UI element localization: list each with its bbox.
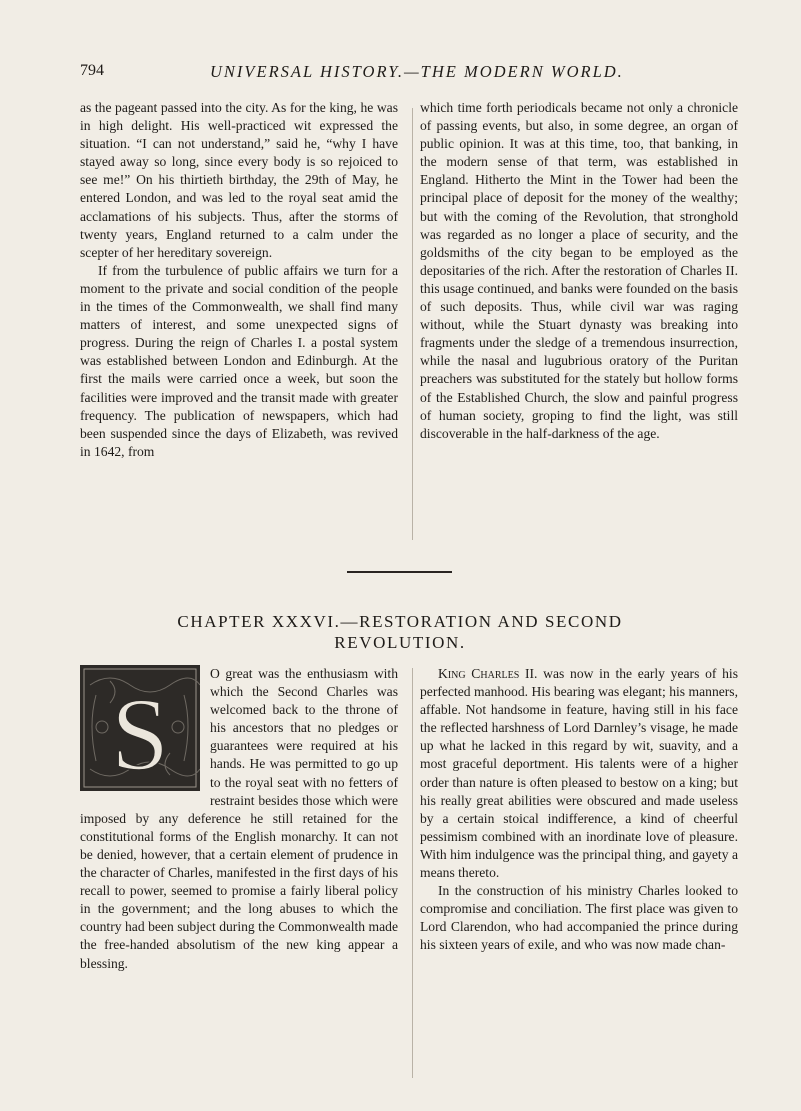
chapter-first-paragraph: O great was the enthusiasm with which the Second Charles was welcomed back to the throne of his ancestors that no pledges or guarantees were required at his hands. He was permitted to go up to the royal seat with no fetters of restraint besides those which were imposed by any deference he still retained for the constitutional forms of the English monarchy. It can not be denied, however, that a certain element of prudence in the character of Charles, manifested in the first days of his recall to power, seemed to promise a fairly liberal policy in the government; and the long abuses to which the country had been subject during the Commonwealth made the free-handed absolutism of the new king appear a blessing. — [80, 666, 398, 971]
running-title: UNIVERSAL HISTORY.—THE MODERN WORLD. — [210, 62, 624, 81]
column-divider — [412, 668, 413, 1078]
top-left-column — [80, 99, 398, 461]
small-caps-lead: King Charles II. — [438, 666, 538, 681]
chapter-heading — [90, 611, 710, 653]
paragraph: which time forth periodicals became not only a chronicle of passing events, but also, in some degree, an organ of public opinion. It was at this time, too, that banking, in the modern sense of that term, was established in England. Hitherto the Mint in the Tower had been the principal place of deposit for the money of the wealthy; but with the coming of the Revolution, that stronghold was regarded as no longer a place of security, and the goldsmiths of the city began to be employed as the depositaries of the rich. After the restoration of Charles II. this usage continued, and banks were founded on the basis of such deposits. Thus, while civil war was raging without, while the Stuart dynasty was breaking into fragments under the sledge of a tremendous insurrection, while the nasal and lugubrious oratory of the Puritan preachers was substituted for the stately but hollow forms of the Established Church, the slow and painful progress of human society, groping to find the light, was still discoverable in the half-darkness of the age. — [420, 100, 738, 441]
paragraph: If from the turbulence of public affairs we turn for a moment to the private and social condition of the people in the times of the Commonwealth, we shall find many matters of interest, and some unexpected signs of progress. During the reign of Charles I. a postal system was established between London and Edinburgh. At the first the mails were carried once a week, but soon the facilities were improved and the transit made with greater frequency. The publication of newspapers, which had been suspended since the days of Elizabeth, was revived in 1642, from — [80, 262, 398, 459]
paragraph: as the pageant passed into the city. As for the king, he was in high delight. His well-practiced wit expressed the situation. “I can not understand,” said he, “why I have stayed away so long, since every body is so rejoiced to see me!” On his thirtieth birthday, the 29th of May, he entered London, and was led to the royal seat amid the acclamations of his subjects. Thus, after the storms of twenty years, England returned to a calm under the scepter of her hereditary sovereign. — [80, 100, 398, 260]
chapter-heading-line: REVOLUTION. — [334, 633, 466, 652]
chapter-heading-line: CHAPTER XXXVI.—RESTORATION AND SECOND — [177, 612, 623, 631]
running-head — [80, 62, 740, 86]
bottom-right-column — [420, 665, 738, 955]
paragraph: In the construction of his ministry Charles looked to compromise and conciliation. The first place was given to Lord Clarendon, who had accompanied the prince during his sixteen years of exile, and who was now made chan- — [420, 883, 738, 953]
page-number: 794 — [80, 62, 104, 79]
paragraph — [420, 665, 738, 882]
top-right-column — [420, 99, 738, 443]
bottom-left-column — [80, 665, 398, 973]
column-divider — [412, 108, 413, 540]
drop-cap-letter: S — [111, 677, 169, 791]
paragraph-text: was now in the early years of his perfected manhood. His bearing was elegant; his manners, affable. Not handsome in feature, having still in his face the reflected harshness of Lord Darnley’s visage, he made up what he lacked in this regard by wit, suavity, and a most graceful deportment. His talents were of a higher order than nature is often pleased to bestow on a king; but his really great abilities were obscured and made useless by a certain stoical indifference, a kind of cheerful pessimism combined with an inordinate love of pleasure. With him indulgence was the principal thing, and gayety a means thereto. — [420, 666, 738, 881]
drop-cap-ornament — [80, 665, 200, 791]
ornamental-drop-cap — [80, 665, 200, 791]
section-rule — [347, 571, 452, 573]
